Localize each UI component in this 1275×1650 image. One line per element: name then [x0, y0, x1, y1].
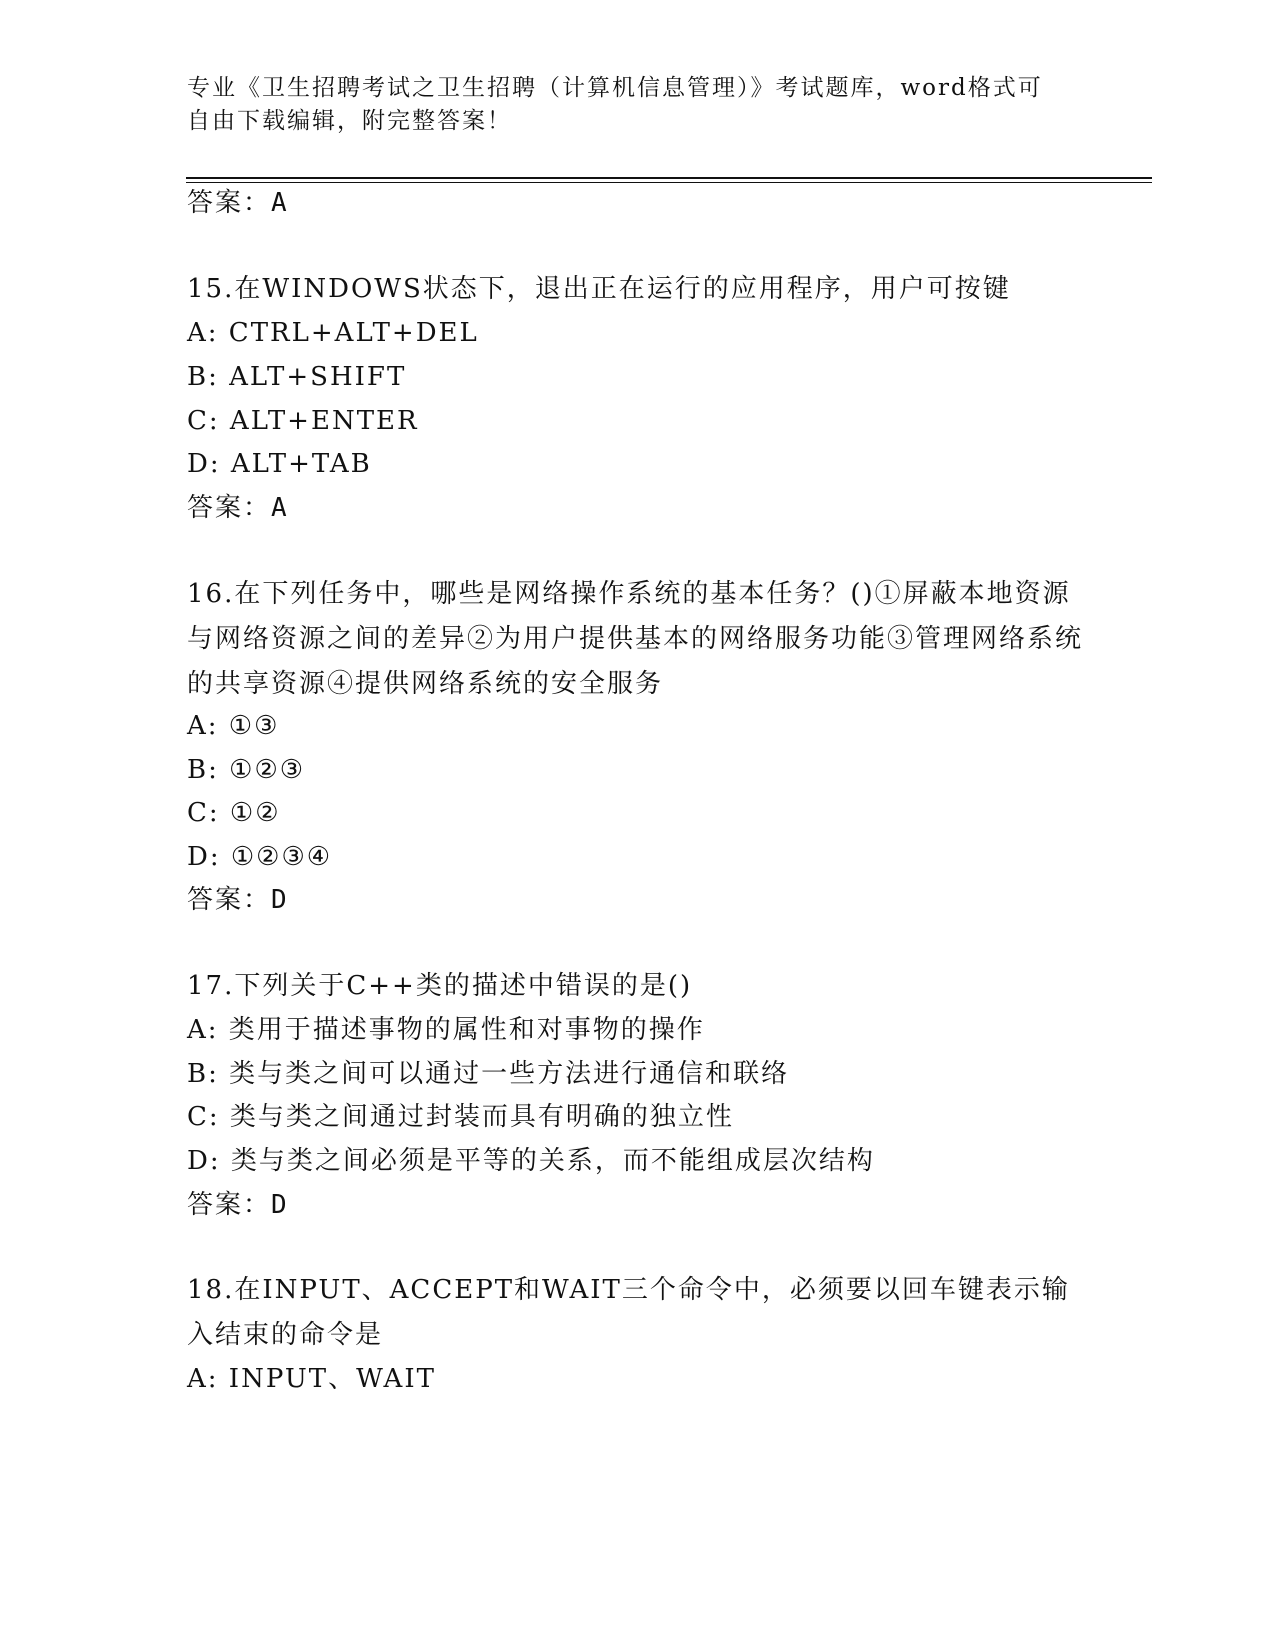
- question-18-stem: 18.在INPUT、ACCEPT和WAIT三个命令中，必须要以回车键表示输入结束的命令是: [187, 1275, 1070, 1350]
- question-15-option-b: B: ALT+SHIFT: [187, 362, 407, 392]
- question-17-option-d: D: 类与类之间必须是平等的关系，而不能组成层次结构: [187, 1146, 875, 1176]
- question-17-option-a: A: 类用于描述事物的属性和对事物的操作: [187, 1015, 705, 1045]
- question-15-option-c: C: ALT+ENTER: [187, 406, 419, 436]
- question-15-option-d: D: ALT+TAB: [187, 449, 372, 479]
- question-17-option-c: C: 类与类之间通过封装而具有明确的独立性: [187, 1102, 734, 1132]
- question-16-option-d: D: ①②③④: [187, 842, 333, 872]
- question-17-option-b: B: 类与类之间可以通过一些方法进行通信和联络: [187, 1059, 790, 1089]
- document-header: 专业《卫生招聘考试之卫生招聘（计算机信息管理）》考试题库，word格式可自由下载编辑，附完整答案！: [187, 75, 1043, 134]
- question-15-answer: 答案：A: [187, 493, 289, 523]
- question-16-answer: 答案：D: [187, 885, 289, 915]
- header-rule-thick: [186, 177, 1152, 179]
- answer-line: 答案：A: [187, 188, 289, 218]
- question-16-option-c: C: ①②: [187, 798, 281, 828]
- question-16-option-b: B: ①②③: [187, 755, 306, 785]
- question-18-option-a: A: INPUT、WAIT: [187, 1364, 436, 1394]
- header-rule-thin: [186, 182, 1152, 183]
- question-17-stem: 17.下列关于C++类的描述中错误的是(): [187, 971, 693, 1001]
- question-15-stem: 15.在WINDOWS状态下，退出正在运行的应用程序，用户可按键: [187, 274, 1011, 304]
- question-17-answer: 答案：D: [187, 1190, 289, 1220]
- question-15-option-a: A: CTRL+ALT+DEL: [187, 318, 479, 348]
- question-16-stem: 16.在下列任务中，哪些是网络操作系统的基本任务？()①屏蔽本地资源与网络资源之间的差异②为用户提供基本的网络服务功能③管理网络系统的共享资源④提供网络系统的安全服务: [187, 579, 1084, 699]
- question-16-option-a: A: ①③: [187, 711, 280, 741]
